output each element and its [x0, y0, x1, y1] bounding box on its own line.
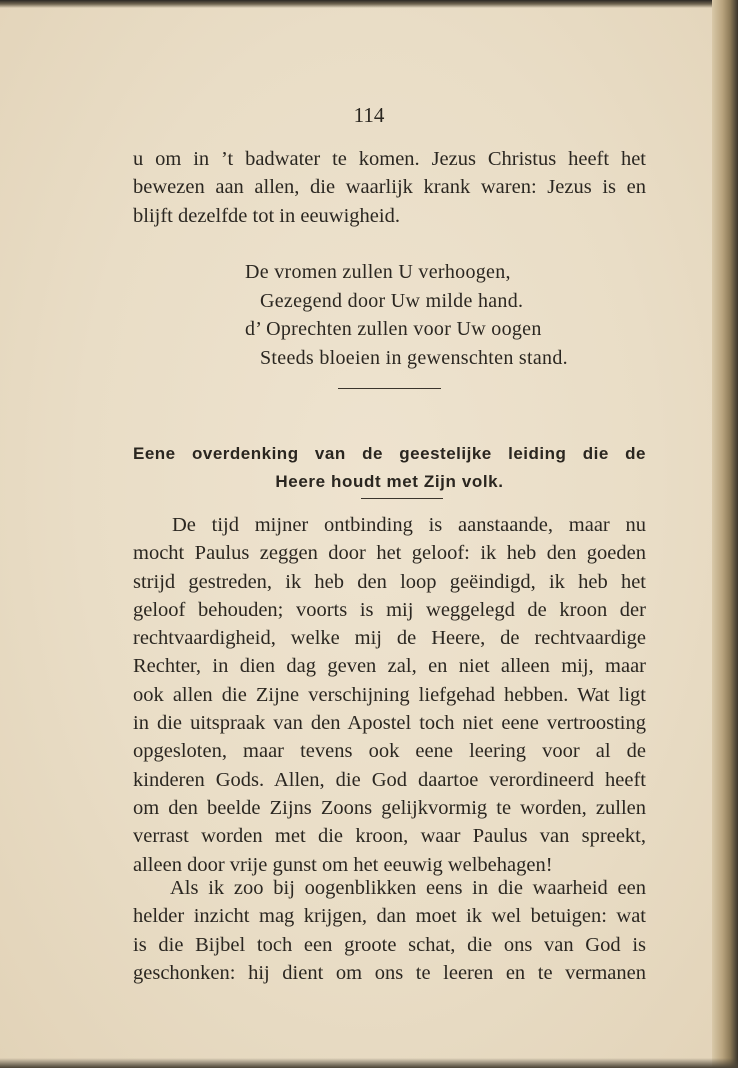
text-line: bewezen aan allen, die waarlijk krank waren: Jezus is en	[133, 176, 646, 199]
page-top-shadow	[0, 0, 738, 8]
page-number: 114	[353, 103, 385, 127]
text-line: strijd gestreden, ik heb den loop geëindigd, ik heb het	[133, 570, 646, 593]
text-line: u om in ’t badwater te komen. Jezus Christus heeft het	[133, 148, 646, 170]
text-line: geschonken: hij dient om ons te leeren en te vermanen	[133, 961, 646, 984]
text-line: mocht Paulus zeggen door het geloof: ik heb den goeden	[133, 542, 646, 565]
heading-underline	[361, 498, 443, 499]
text-line: opgesloten, maar tevens ook eene leering voor al de	[133, 740, 646, 763]
text-line: rechtvaardigheid, welke mij de Heere, de rechtvaardige	[133, 627, 646, 650]
section-divider	[338, 388, 441, 389]
text-line: in die uitspraak van den Apostel toch niet eene vertroosting	[133, 712, 646, 735]
poem-stanza	[245, 258, 568, 372]
text-line: geloof behouden; voorts is mij weggelegd de kroon der	[133, 598, 646, 621]
section-heading	[133, 440, 646, 496]
heading-line: Heere houdt met Zijn volk.	[275, 472, 504, 491]
page-bottom-shadow	[0, 1058, 738, 1068]
poem-line: De vromen zullen U verhoogen,	[245, 261, 511, 283]
body-paragraph-2	[133, 874, 646, 987]
text-line: is die Bijbel toch een groote schat, die ons van God is	[133, 933, 646, 956]
continuation-paragraph	[133, 145, 646, 230]
poem-line: d’ Oprechten zullen voor Uw oogen	[245, 318, 542, 340]
text-line: Als ik zoo bij oogenblikken eens in die waarheid een	[170, 877, 646, 899]
poem-line: Gezegend door Uw milde hand.	[260, 289, 524, 312]
text-line: kinderen Gods. Allen, die God daartoe verordineerd heeft	[133, 768, 646, 791]
body-paragraph-1	[133, 511, 646, 879]
text-line: helder inzicht mag krijgen, dan moet ik wel betuigen: wat	[133, 905, 646, 928]
text-line: De tijd mijner ontbinding is aanstaande, maar nu	[172, 514, 646, 536]
text-line: blijft dezelfde tot in eeuwigheid.	[133, 204, 400, 227]
poem-line: Steeds bloeien in gewenschten stand.	[260, 346, 568, 369]
text-line: alleen door vrije gunst om het eeuwig welbehagen!	[133, 853, 553, 876]
text-line: om den beelde Zijns Zoons gelijkvormig te worden, zullen	[133, 796, 646, 819]
page-spine-shadow	[712, 0, 738, 1068]
text-line: verrast worden met die kroon, waar Paulus van spreekt,	[133, 825, 646, 848]
text-line: Rechter, in dien dag geven zal, en niet alleen mij, maar	[133, 655, 646, 678]
text-line: ook allen die Zijne verschijning liefgehad hebben. Wat ligt	[133, 683, 646, 706]
heading-line: Eene overdenking van de geestelijke leiding die de	[133, 444, 646, 463]
